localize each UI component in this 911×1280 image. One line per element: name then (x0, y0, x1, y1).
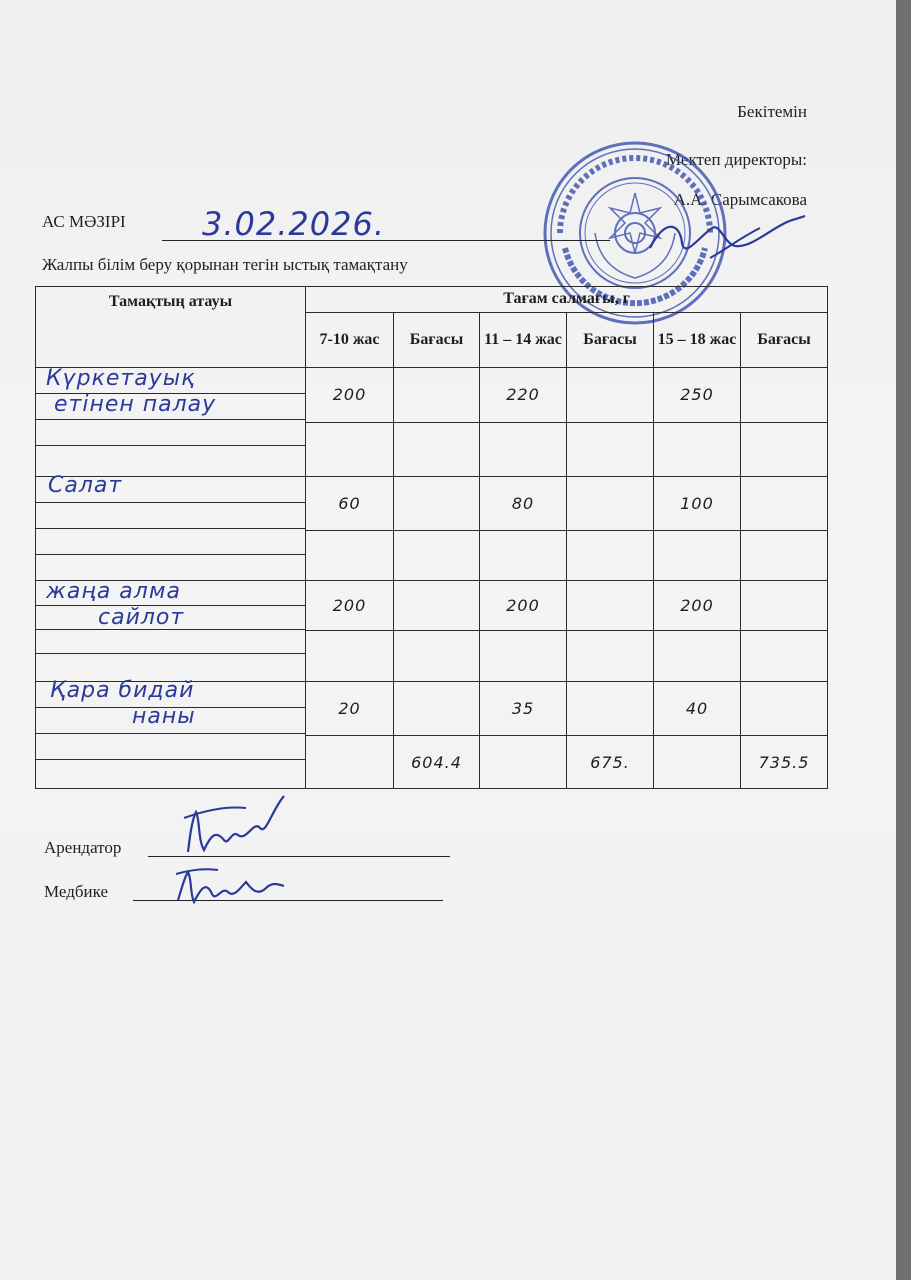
price-cell (567, 367, 654, 422)
weight-7-10: 200 (306, 580, 394, 630)
nurse-signature (170, 860, 290, 910)
price-cell (741, 477, 828, 531)
menu-subtitle: Жалпы білім беру қорынан тегін ыстық тамақтану (42, 255, 408, 274)
weight-7-10: 200 (306, 367, 394, 422)
menu-table (35, 286, 828, 789)
weight-11-14: 35 (480, 682, 567, 736)
header-age-11-14: 11 – 14 жас (480, 312, 567, 367)
weight-15-18: 200 (654, 580, 741, 630)
total-price-7-10: 604.4 (394, 736, 480, 789)
dish-name-line2: етінен палау (54, 391, 217, 417)
tenant-label: Арендатор (44, 838, 122, 857)
weight-15-18: 100 (654, 477, 741, 531)
menu-title: АС МӘЗІРІ (42, 212, 126, 231)
price-cell (394, 580, 480, 630)
dish-name-line2: сайлот (98, 604, 185, 630)
price-cell (741, 682, 828, 736)
weight-11-14: 220 (480, 367, 567, 422)
price-cell (394, 477, 480, 531)
header-price-2: Бағасы (567, 312, 654, 367)
header-age-7-10: 7-10 жас (306, 312, 394, 367)
total-price-15-18: 735.5 (741, 736, 828, 789)
approval-label: Бекітемін (737, 102, 807, 121)
approval-name: А.А. Сарымсакова (673, 190, 807, 209)
header-age-15-18: 15 – 18 жас (654, 312, 741, 367)
price-cell (741, 580, 828, 630)
dish-name-line2: наны (132, 704, 196, 730)
weight-7-10: 60 (306, 477, 394, 531)
weight-11-14: 80 (480, 477, 567, 531)
header-dish: Тамақтың атауы (36, 287, 306, 368)
total-price-11-14: 675. (567, 736, 654, 789)
header-price-3: Бағасы (741, 312, 828, 367)
tenant-signature (176, 790, 296, 865)
header-weight: Тағам салмағы, г (306, 287, 828, 313)
director-signature (640, 208, 810, 268)
dish-cell (36, 367, 306, 477)
price-cell (567, 682, 654, 736)
weight-15-18: 250 (654, 367, 741, 422)
price-cell (567, 580, 654, 630)
dish-name-line1: Қара бидай (50, 678, 195, 704)
dish-cell (36, 580, 306, 681)
dish-name-line1: Күркетауық (46, 365, 196, 391)
price-cell (394, 367, 480, 422)
weight-11-14: 200 (480, 580, 567, 630)
dish-cell (36, 678, 306, 789)
dish-name-line1: жаңа алма (46, 578, 181, 604)
menu-date: 3.02.2026. (202, 205, 386, 243)
dish-name-line1: Салат (48, 473, 123, 499)
table-row (36, 580, 828, 630)
weight-15-18: 40 (654, 682, 741, 736)
weight-7-10: 20 (306, 682, 394, 736)
nurse-label: Медбике (44, 882, 108, 901)
dish-cell (36, 473, 306, 580)
price-cell (741, 367, 828, 422)
table-row (36, 682, 828, 736)
price-cell (567, 477, 654, 531)
approval-position: Мектеп директоры: (666, 150, 807, 169)
table-row (36, 367, 828, 422)
table-row (36, 477, 828, 531)
price-cell (394, 682, 480, 736)
header-price-1: Бағасы (394, 312, 480, 367)
